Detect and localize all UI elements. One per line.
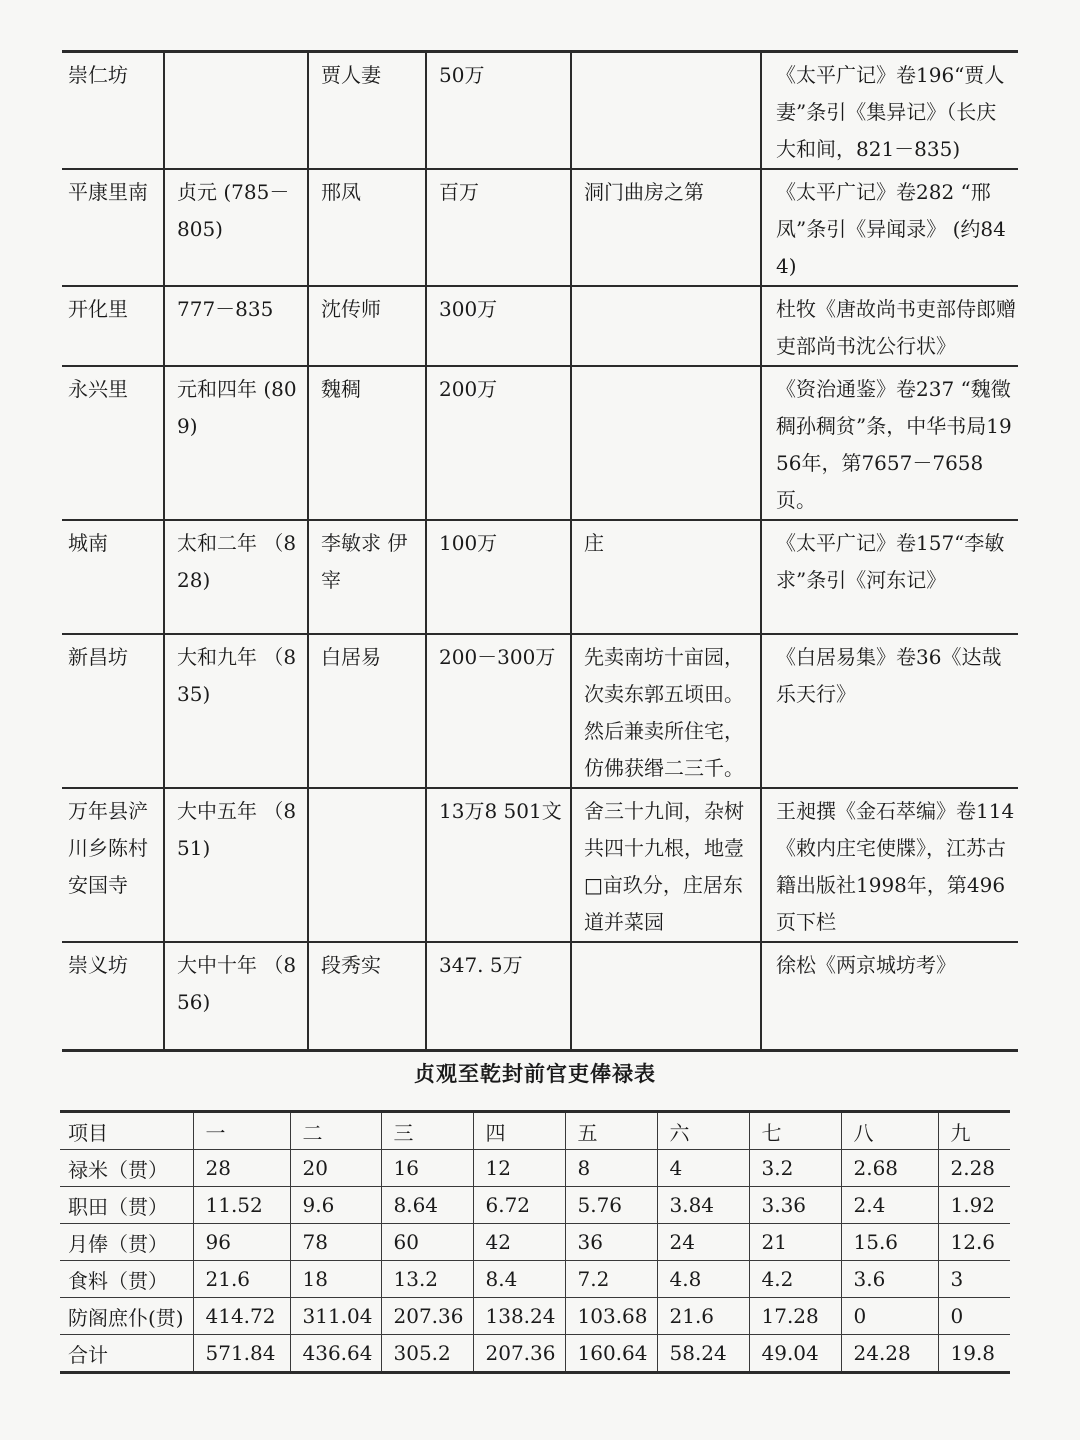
house-price-table — [62, 50, 1018, 1052]
salary-cell: 18 — [290, 1261, 381, 1298]
date-cell — [164, 52, 308, 170]
header-cell: 三 — [381, 1112, 473, 1150]
salary-cell: 13.2 — [381, 1261, 473, 1298]
price-cell: 50万 — [426, 52, 571, 170]
place-cell: 永兴里 — [62, 366, 164, 520]
price-cell: 347. 5万 — [426, 942, 571, 1050]
person-cell: 魏稠 — [308, 366, 426, 520]
person-cell: 沈传师 — [308, 286, 426, 366]
salary-cell: 96 — [193, 1224, 290, 1261]
note-cell — [571, 52, 761, 170]
salary-cell: 8.4 — [473, 1261, 565, 1298]
source-cell: 杜牧《唐故尚书吏部侍郎赠吏部尚书沈公行状》 — [761, 286, 1018, 366]
header-cell: 一 — [193, 1112, 290, 1150]
source-cell: 《太平广记》卷282 “邢凤”条引《异闻录》 (约844) — [761, 169, 1018, 286]
salary-cell: 21.6 — [193, 1261, 290, 1298]
note-cell: 庄 — [571, 520, 761, 634]
person-cell: 李敏求 伊宰 — [308, 520, 426, 634]
price-cell: 200－300万 — [426, 634, 571, 788]
header-cell: 八 — [841, 1112, 938, 1150]
header-cell: 项目 — [60, 1112, 193, 1150]
salary-cell: 436.64 — [290, 1335, 381, 1373]
table-row — [62, 366, 1018, 520]
salary-cell: 414.72 — [193, 1298, 290, 1335]
salary-cell: 24.28 — [841, 1335, 938, 1373]
table-row — [62, 286, 1018, 366]
person-cell — [308, 788, 426, 942]
salary-cell: 28 — [193, 1150, 290, 1187]
place-cell: 崇义坊 — [62, 942, 164, 1050]
date-cell: 大和九年 （835) — [164, 634, 308, 788]
price-cell: 100万 — [426, 520, 571, 634]
table-row — [62, 169, 1018, 286]
salary-cell: 42 — [473, 1224, 565, 1261]
note-cell: 先卖南坊十亩园，次卖东郭五顷田。然后兼卖所住宅，仿佛获缗二三千。 — [571, 634, 761, 788]
salary-cell: 138.24 — [473, 1298, 565, 1335]
salary-cell: 8 — [565, 1150, 657, 1187]
salary-cell: 12 — [473, 1150, 565, 1187]
person-cell: 邢凤 — [308, 169, 426, 286]
salary-cell: 21.6 — [657, 1298, 749, 1335]
source-cell: 《资治通鉴》卷237 “魏徵稠孙稠贫”条，中华书局1956年，第7657－7658页。 — [761, 366, 1018, 520]
salary-cell: 49.04 — [749, 1335, 841, 1373]
table-row — [60, 1261, 1010, 1298]
table-row — [62, 634, 1018, 788]
salary-cell: 2.68 — [841, 1150, 938, 1187]
salary-cell: 78 — [290, 1224, 381, 1261]
salary-cell: 禄米（贯） — [60, 1150, 193, 1187]
note-cell — [571, 366, 761, 520]
place-cell: 开化里 — [62, 286, 164, 366]
salary-cell: 6.72 — [473, 1187, 565, 1224]
table-row — [62, 52, 1018, 170]
salary-cell: 21 — [749, 1224, 841, 1261]
note-cell — [571, 286, 761, 366]
price-cell: 百万 — [426, 169, 571, 286]
price-cell: 13万8 501文 — [426, 788, 571, 942]
table-row — [60, 1298, 1010, 1335]
salary-cell: 11.52 — [193, 1187, 290, 1224]
salary-cell: 职田（贯） — [60, 1187, 193, 1224]
salary-cell: 19.8 — [938, 1335, 1010, 1373]
salary-cell: 3.36 — [749, 1187, 841, 1224]
header-cell: 五 — [565, 1112, 657, 1150]
place-cell: 万年县浐川乡陈村安国寺 — [62, 788, 164, 942]
header-cell: 二 — [290, 1112, 381, 1150]
salary-cell: 8.64 — [381, 1187, 473, 1224]
date-cell: 贞元 (785－805) — [164, 169, 308, 286]
salary-cell: 0 — [938, 1298, 1010, 1335]
salary-cell: 2.28 — [938, 1150, 1010, 1187]
salary-cell: 17.28 — [749, 1298, 841, 1335]
salary-cell: 60 — [381, 1224, 473, 1261]
salary-cell: 36 — [565, 1224, 657, 1261]
salary-cell: 1.92 — [938, 1187, 1010, 1224]
note-cell: 洞门曲房之第 — [571, 169, 761, 286]
salary-cell: 3.6 — [841, 1261, 938, 1298]
price-cell: 300万 — [426, 286, 571, 366]
salary-cell: 12.6 — [938, 1224, 1010, 1261]
note-cell: 舍三十九间，杂树共四十九根，地壹□亩玖分，庄居东道并菜园 — [571, 788, 761, 942]
salary-cell: 4 — [657, 1150, 749, 1187]
salary-cell: 合计 — [60, 1335, 193, 1373]
date-cell: 大中十年 （856) — [164, 942, 308, 1050]
place-cell: 平康里南 — [62, 169, 164, 286]
person-cell: 段秀实 — [308, 942, 426, 1050]
salary-cell: 58.24 — [657, 1335, 749, 1373]
place-cell: 崇仁坊 — [62, 52, 164, 170]
salary-cell: 7.2 — [565, 1261, 657, 1298]
person-cell: 贾人妻 — [308, 52, 426, 170]
salary-cell: 160.64 — [565, 1335, 657, 1373]
source-cell: 《太平广记》卷196“贾人妻”条引《集异记》（长庆大和间，821－835) — [761, 52, 1018, 170]
salary-cell: 15.6 — [841, 1224, 938, 1261]
place-cell: 城南 — [62, 520, 164, 634]
source-cell: 《太平广记》卷157“李敏求”条引《河东记》 — [761, 520, 1018, 634]
salary-cell: 20 — [290, 1150, 381, 1187]
person-cell: 白居易 — [308, 634, 426, 788]
salary-cell: 0 — [841, 1298, 938, 1335]
salary-cell: 3.84 — [657, 1187, 749, 1224]
table-row — [60, 1150, 1010, 1187]
salary-cell: 4.8 — [657, 1261, 749, 1298]
header-cell: 四 — [473, 1112, 565, 1150]
header-cell: 六 — [657, 1112, 749, 1150]
header-cell: 九 — [938, 1112, 1010, 1150]
salary-cell: 3 — [938, 1261, 1010, 1298]
table-row — [60, 1335, 1010, 1373]
table-row — [60, 1224, 1010, 1261]
place-cell: 新昌坊 — [62, 634, 164, 788]
table-row — [62, 520, 1018, 634]
salary-cell: 防阁庶仆(贯) — [60, 1298, 193, 1335]
source-cell: 《白居易集》卷36《达哉乐天行》 — [761, 634, 1018, 788]
salary-cell: 3.2 — [749, 1150, 841, 1187]
salary-header-row — [60, 1112, 1010, 1150]
salary-table — [60, 1110, 1010, 1374]
salary-cell: 2.4 — [841, 1187, 938, 1224]
salary-cell: 4.2 — [749, 1261, 841, 1298]
date-cell: 元和四年 (809) — [164, 366, 308, 520]
salary-cell: 食料（贯） — [60, 1261, 193, 1298]
salary-cell: 月俸（贯） — [60, 1224, 193, 1261]
salary-cell: 9.6 — [290, 1187, 381, 1224]
salary-cell: 24 — [657, 1224, 749, 1261]
table-row — [62, 942, 1018, 1050]
salary-cell: 5.76 — [565, 1187, 657, 1224]
salary-cell: 16 — [381, 1150, 473, 1187]
source-cell: 王昶撰《金石萃编》卷114《敕内庄宅使牒》，江苏古籍出版社1998年，第496页下栏 — [761, 788, 1018, 942]
salary-cell: 207.36 — [473, 1335, 565, 1373]
source-cell: 徐松《两京城坊考》 — [761, 942, 1018, 1050]
salary-cell: 305.2 — [381, 1335, 473, 1373]
date-cell: 大中五年 （851) — [164, 788, 308, 942]
date-cell: 777－835 — [164, 286, 308, 366]
salary-table-title: 贞观至乾封前官吏俸禄表 — [414, 1062, 656, 1086]
salary-cell: 207.36 — [381, 1298, 473, 1335]
header-cell: 七 — [749, 1112, 841, 1150]
date-cell: 太和二年 （828) — [164, 520, 308, 634]
note-cell — [571, 942, 761, 1050]
table-row — [60, 1187, 1010, 1224]
salary-cell: 571.84 — [193, 1335, 290, 1373]
price-cell: 200万 — [426, 366, 571, 520]
salary-cell: 311.04 — [290, 1298, 381, 1335]
salary-cell: 103.68 — [565, 1298, 657, 1335]
table-row — [62, 788, 1018, 942]
